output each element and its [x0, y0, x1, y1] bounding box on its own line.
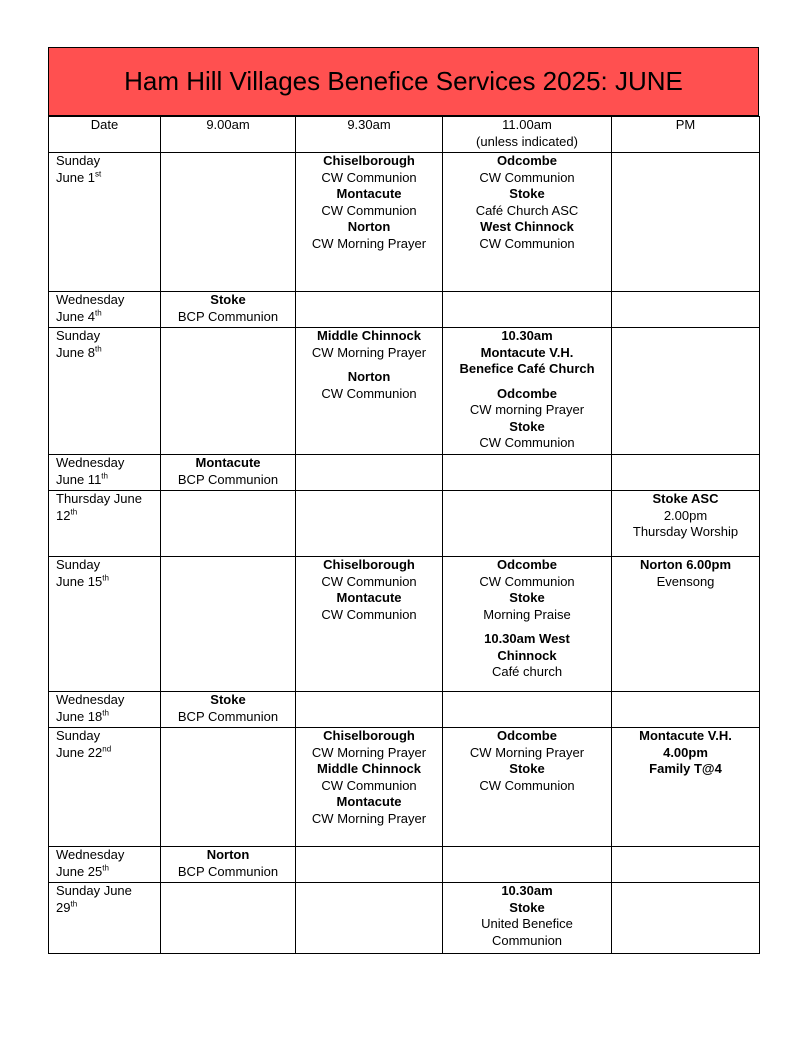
date-label: 12 — [56, 507, 71, 523]
header-9am: 9.00am — [161, 117, 296, 153]
service-location: Chiselborough — [323, 557, 415, 572]
service-type: United Benefice — [481, 916, 573, 931]
service-type: BCP Communion — [177, 308, 279, 324]
cell-11am — [443, 328, 612, 455]
cell-pm — [612, 491, 760, 557]
cell-930am — [296, 692, 443, 728]
service-type: Café church — [491, 664, 563, 679]
service-type: Communion — [491, 932, 563, 948]
schedule-sheet — [48, 47, 759, 954]
date-label: June 4 — [56, 308, 96, 324]
cell-930am — [296, 491, 443, 557]
service-location: Stoke — [509, 899, 545, 915]
service-location: Norton — [206, 847, 250, 862]
service-type: CW Communion — [479, 235, 575, 251]
header-11am: 11.00am (unless indicated) — [443, 117, 612, 153]
service-location: Stoke ASC — [652, 491, 719, 506]
schedule-row — [49, 557, 760, 692]
cell-pm — [612, 455, 760, 491]
date-suffix: th — [102, 863, 109, 873]
date-label: June 1 — [56, 169, 96, 185]
date-cell — [49, 455, 161, 491]
service-location: West Chinnock — [480, 219, 574, 234]
spacer — [443, 623, 611, 631]
service-type: CW Morning Prayer — [311, 810, 427, 826]
schedule-row — [49, 328, 760, 455]
service-location: Norton — [347, 219, 391, 234]
schedule-row — [49, 692, 760, 728]
date-suffix: th — [70, 899, 78, 909]
header-930am: 9.30am — [296, 117, 443, 153]
date-suffix: th — [95, 344, 102, 354]
cell-11am — [443, 883, 612, 954]
cell-pm — [612, 883, 760, 954]
cell-11am — [443, 847, 612, 883]
date-cell — [49, 728, 161, 847]
header-date: Date — [49, 117, 161, 153]
service-location: Chinnock — [497, 647, 557, 663]
cell-9am — [161, 292, 296, 328]
service-location: Montacute — [336, 794, 402, 809]
service-type: Thursday Worship — [632, 524, 739, 539]
cell-pm — [612, 847, 760, 883]
service-type: CW Communion — [479, 573, 575, 589]
cell-930am — [296, 883, 443, 954]
date-label: 29 — [56, 899, 71, 915]
day-label: Sunday — [56, 153, 101, 168]
cell-9am — [161, 883, 296, 954]
service-type: CW Morning Prayer — [311, 235, 427, 251]
header-pm: PM — [612, 117, 760, 153]
service-type: Evensong — [656, 573, 715, 589]
date-suffix: th — [101, 471, 108, 481]
service-type: CW Communion — [479, 169, 575, 185]
schedule-row — [49, 491, 760, 557]
date-suffix: st — [95, 169, 102, 179]
cell-9am — [161, 455, 296, 491]
date-cell — [49, 692, 161, 728]
date-cell — [49, 328, 161, 455]
service-location: 10.30am West — [484, 631, 570, 646]
cell-11am — [443, 153, 612, 292]
service-type: CW Morning Prayer — [311, 744, 427, 760]
service-type: BCP Communion — [177, 471, 279, 487]
date-suffix: th — [102, 573, 109, 583]
day-label: Sunday — [56, 557, 101, 572]
service-type: CW Communion — [321, 202, 417, 218]
service-location: 4.00pm — [663, 744, 708, 760]
cell-930am — [296, 153, 443, 292]
day-label: Wednesday — [56, 847, 125, 862]
date-label: June 8 — [56, 344, 96, 360]
service-location: Family T@4 — [649, 761, 722, 776]
service-type: CW Communion — [321, 573, 417, 589]
cell-9am — [161, 153, 296, 292]
service-location: Stoke — [509, 761, 545, 776]
service-type: 2.00pm — [663, 507, 708, 523]
cell-pm — [612, 328, 760, 455]
service-location: Montacute — [195, 455, 261, 470]
date-suffix: th — [102, 708, 109, 718]
cell-9am — [161, 328, 296, 455]
day-label: Thursday June — [56, 491, 142, 506]
cell-11am — [443, 557, 612, 692]
service-location: Odcombe — [497, 728, 557, 743]
schedule-row — [49, 292, 760, 328]
cell-9am — [161, 557, 296, 692]
date-label: June 15 — [56, 573, 103, 589]
service-location: Odcombe — [497, 557, 557, 572]
date-cell — [49, 292, 161, 328]
cell-pm — [612, 557, 760, 692]
schedule-row — [49, 728, 760, 847]
cell-11am — [443, 692, 612, 728]
service-type: CW morning Prayer — [469, 402, 585, 417]
service-location: Chiselborough — [323, 153, 415, 168]
cell-11am — [443, 728, 612, 847]
service-type: CW Communion — [321, 169, 417, 185]
service-location: Middle Chinnock — [317, 761, 421, 776]
schedule-row — [49, 883, 760, 954]
service-type: Café Church ASC — [475, 202, 579, 218]
date-cell — [49, 491, 161, 557]
service-location: Stoke — [210, 292, 246, 307]
service-type: Morning Praise — [483, 606, 571, 622]
date-suffix: th — [95, 308, 102, 318]
cell-pm — [612, 692, 760, 728]
service-type: CW Communion — [321, 606, 417, 622]
service-location: Montacute V.H. — [480, 344, 574, 360]
cell-11am — [443, 292, 612, 328]
service-location: Montacute — [336, 186, 402, 201]
service-location: Stoke — [210, 692, 246, 707]
cell-930am — [296, 292, 443, 328]
header-row — [49, 117, 760, 153]
date-label: June 11 — [56, 471, 102, 487]
day-label: Sunday June — [56, 883, 132, 898]
cell-pm — [612, 153, 760, 292]
schedule-row — [49, 847, 760, 883]
service-type: CW Communion — [321, 385, 417, 401]
cell-930am — [296, 728, 443, 847]
services-table — [48, 116, 760, 954]
cell-9am — [161, 491, 296, 557]
date-suffix: th — [70, 507, 78, 517]
date-cell — [49, 153, 161, 292]
page-title: Ham Hill Villages Benefice Services 2025: JUNE — [48, 47, 759, 116]
service-location: Middle Chinnock — [317, 328, 421, 343]
service-location: 10.30am — [501, 328, 553, 343]
date-cell — [49, 883, 161, 954]
spacer — [296, 361, 442, 369]
cell-930am — [296, 455, 443, 491]
service-location: Benefice Café Church — [459, 361, 595, 376]
day-label: Wednesday — [56, 455, 125, 470]
service-location: Norton — [347, 369, 391, 384]
service-type: CW Morning Prayer — [469, 744, 585, 760]
service-location: Odcombe — [497, 153, 557, 168]
cell-11am — [443, 491, 612, 557]
date-suffix: nd — [102, 744, 112, 754]
spacer — [443, 378, 611, 386]
service-location: Stoke — [509, 418, 545, 434]
service-type: CW Communion — [479, 435, 575, 450]
service-type: CW Communion — [321, 777, 417, 793]
cell-11am — [443, 455, 612, 491]
service-location: Odcombe — [497, 385, 557, 401]
cell-9am — [161, 847, 296, 883]
service-location: Norton 6.00pm — [639, 557, 731, 572]
schedule-row — [49, 455, 760, 491]
service-type: BCP Communion — [177, 863, 279, 879]
day-label: Wednesday — [56, 692, 125, 707]
cell-9am — [161, 728, 296, 847]
service-location: Montacute V.H. — [639, 728, 732, 743]
date-cell — [49, 557, 161, 692]
service-location: Montacute — [336, 590, 402, 605]
schedule-row — [49, 153, 760, 292]
service-location: Stoke — [509, 590, 545, 605]
day-label: Sunday — [56, 328, 101, 343]
cell-pm — [612, 292, 760, 328]
date-label: June 25 — [56, 863, 103, 879]
cell-930am — [296, 557, 443, 692]
service-type: CW Communion — [479, 777, 575, 793]
cell-9am — [161, 692, 296, 728]
service-location: 10.30am — [501, 883, 553, 898]
service-type: CW Morning Prayer — [311, 344, 427, 360]
date-label: June 18 — [56, 708, 103, 724]
service-location: Stoke — [509, 186, 545, 201]
service-type: BCP Communion — [177, 708, 279, 724]
date-cell — [49, 847, 161, 883]
service-location: Chiselborough — [323, 728, 415, 743]
cell-930am — [296, 328, 443, 455]
day-label: Wednesday — [56, 292, 125, 307]
cell-930am — [296, 847, 443, 883]
day-label: Sunday — [56, 728, 101, 743]
date-label: June 22 — [56, 744, 103, 760]
cell-pm — [612, 728, 760, 847]
